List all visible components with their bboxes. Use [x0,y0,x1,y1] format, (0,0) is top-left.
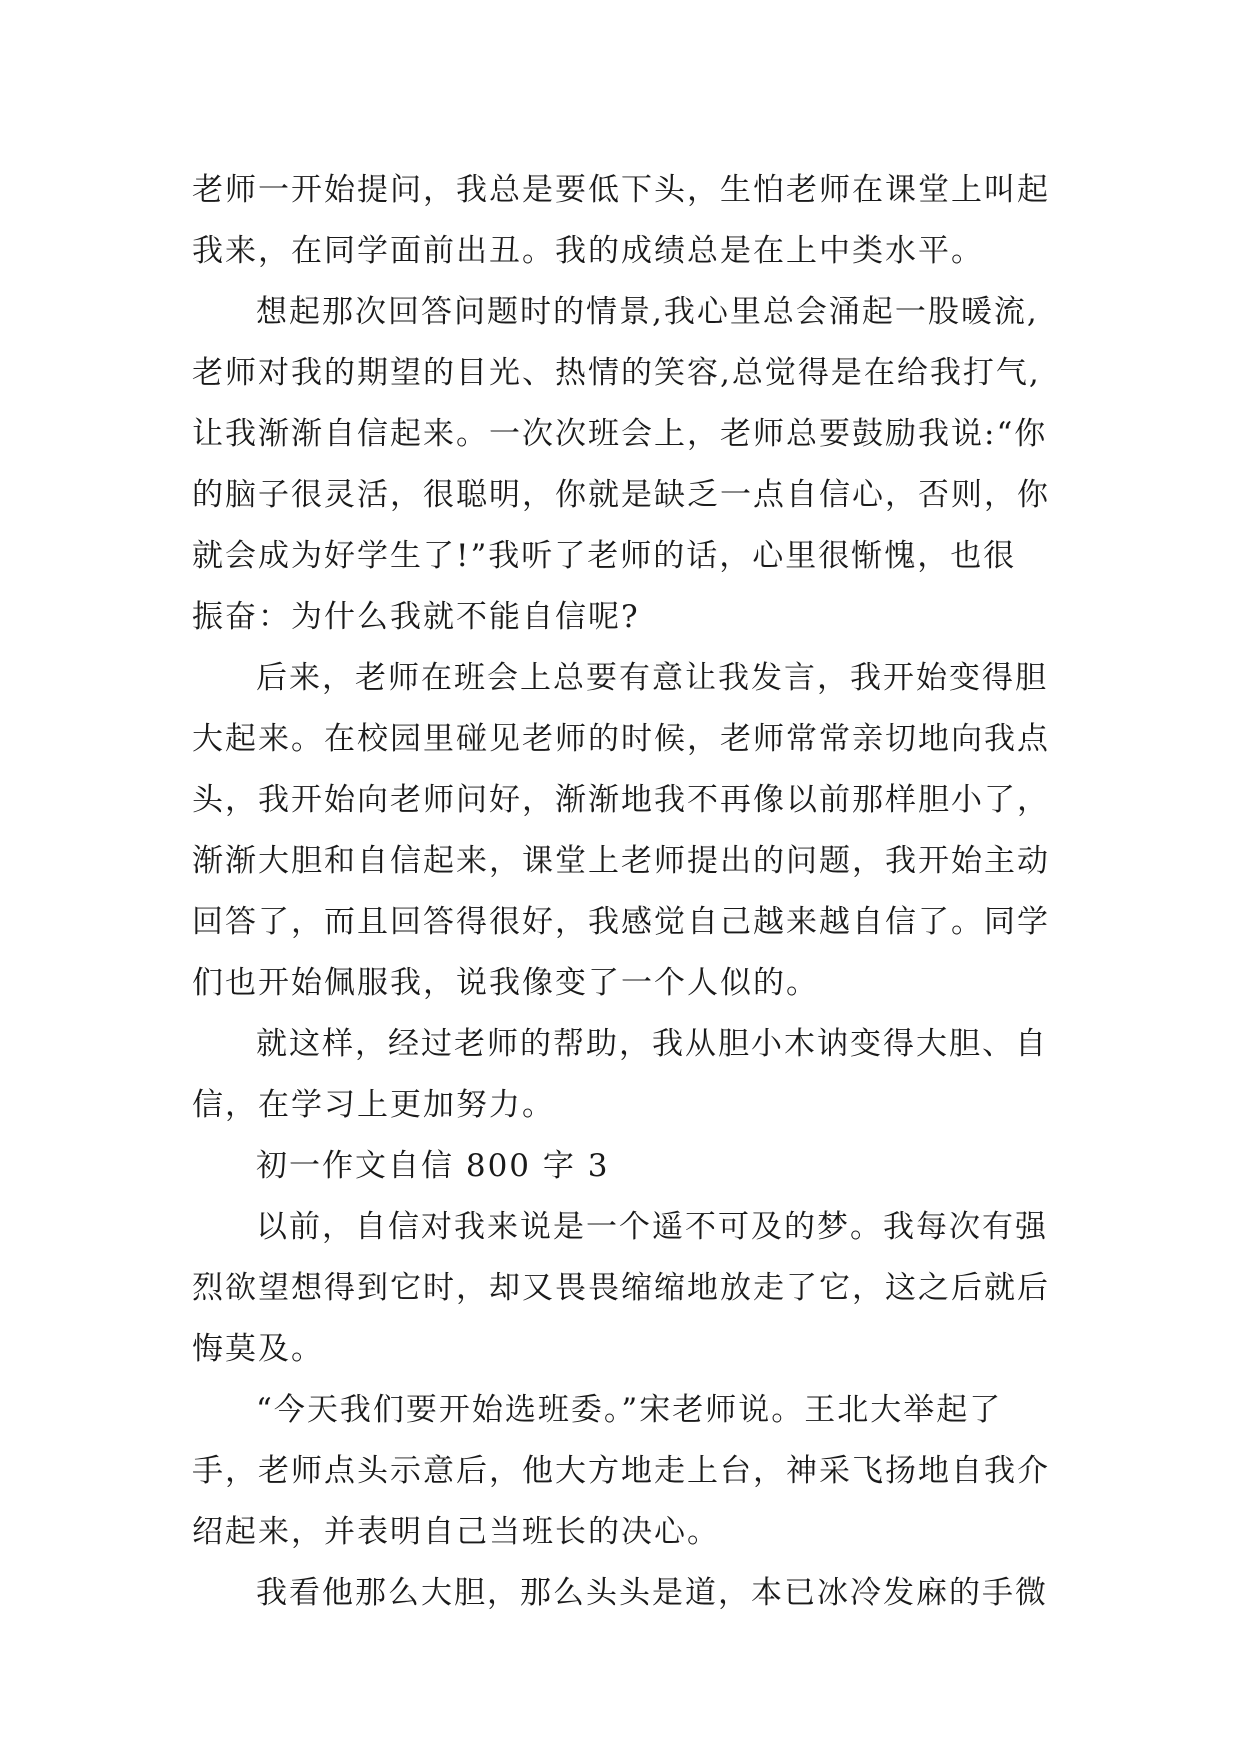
text-line: 我看他那么大胆，那么头头是道，本已冰冷发麻的手微 [256,1575,1048,1611]
text-line: 绍起来，并表明自己当班长的决心。 [192,1514,720,1550]
text-line: 大起来。在校园里碰见老师的时候，老师常常亲切地向我点 [192,721,1050,757]
text-line: 头，我开始向老师问好，渐渐地我不再像以前那样胆小了， [192,782,1050,818]
text-line: 渐渐大胆和自信起来，课堂上老师提出的问题，我开始主动 [192,843,1050,879]
text-line: 的脑子很灵活，很聪明，你就是缺乏一点自信心，否则，你 [192,477,1050,513]
text-line: 让我渐渐自信起来。一次次班会上，老师总要鼓励我说:“你 [192,416,1048,452]
text-line: 烈欲望想得到它时，却又畏畏缩缩地放走了它，这之后就后 [192,1270,1050,1306]
section-heading: 初一作文自信 800 字 3 [256,1148,610,1184]
text-line: 回答了，而且回答得很好，我感觉自己越来越自信了。同学 [192,904,1050,940]
text-line: 后来，老师在班会上总要有意让我发言，我开始变得胆 [256,660,1048,696]
text-line: 老师一开始提问，我总是要低下头，生怕老师在课堂上叫起 [192,172,1050,208]
text-line: “今天我们要开始选班委。”宋老师说。王北大举起了 [256,1392,1003,1428]
text-line: 我来，在同学面前出丑。我的成绩总是在上中类水平。 [192,233,984,269]
text-line: 就会成为好学生了!”我听了老师的话，心里很惭愧，也很 [192,538,1017,574]
text-line: 手，老师点头示意后，他大方地走上台，神采飞扬地自我介 [192,1453,1050,1489]
text-line: 们也开始佩服我，说我像变了一个人似的。 [192,965,819,1001]
text-line: 想起那次回答问题时的情景,我心里总会涌起一股暖流, [256,294,1039,330]
text-line: 就这样，经过老师的帮助，我从胆小木讷变得大胆、自 [256,1026,1048,1062]
text-line: 振奋：为什么我就不能自信呢? [192,599,640,635]
text-line: 信，在学习上更加努力。 [192,1087,555,1123]
text-line: 以前，自信对我来说是一个遥不可及的梦。我每次有强 [256,1209,1048,1245]
body-text [192,160,1062,1624]
text-line: 悔莫及。 [192,1331,324,1367]
text-line: 老师对我的期望的目光、热情的笑容,总觉得是在给我打气, [192,355,1041,391]
